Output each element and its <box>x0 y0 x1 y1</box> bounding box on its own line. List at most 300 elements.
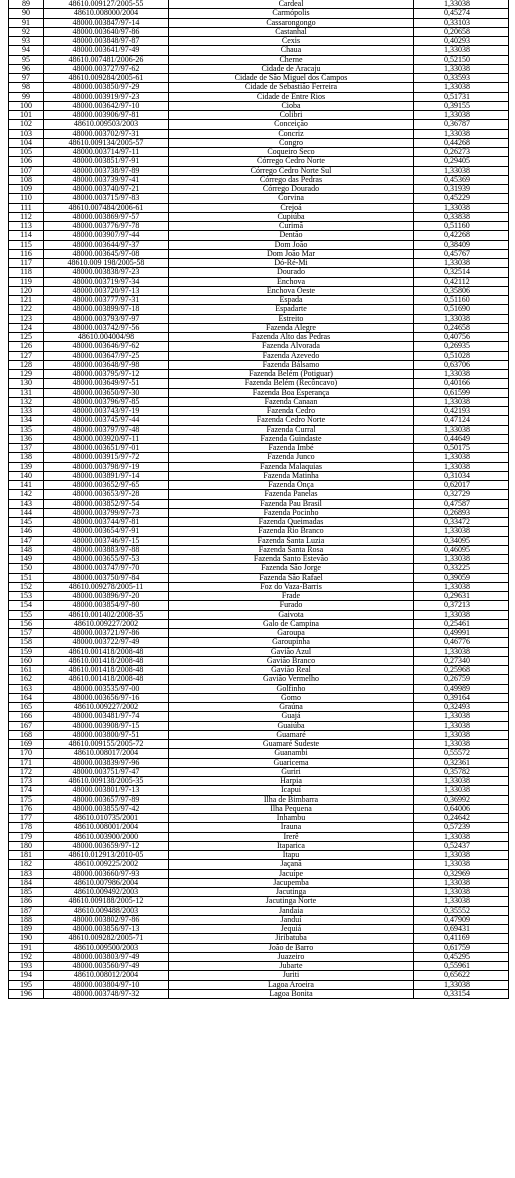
process-number-cell: 48000.003746/97-15 <box>44 537 169 545</box>
field-name-cell: Jiribatuba <box>169 934 414 942</box>
field-name-cell: Dom João <box>169 241 414 249</box>
value-cell: 0,29631 <box>444 592 470 600</box>
row-number-cell: 183 <box>9 870 44 878</box>
process-number-cell: 48000.003720/97-13 <box>44 287 169 295</box>
row-number-cell: 144 <box>9 509 44 517</box>
table-row <box>9 731 508 740</box>
process-number-cell: 48000.003838/97-23 <box>44 268 169 276</box>
table-row <box>9 657 508 666</box>
table-row <box>9 925 508 934</box>
row-number-cell: 158 <box>9 638 44 646</box>
field-name-cell: Fazenda Azevedo <box>169 352 414 360</box>
row-number-cell: 107 <box>9 167 44 175</box>
table-row <box>9 148 508 157</box>
field-name-cell: Fazenda Rio Branco <box>169 527 414 535</box>
process-number-cell: 48610.009284/2005-61 <box>44 74 169 82</box>
table-row <box>9 379 508 388</box>
table-row <box>9 241 508 250</box>
table-row <box>9 333 508 342</box>
row-number-cell: 186 <box>9 897 44 905</box>
process-number-cell: 48000.003747/97-70 <box>44 564 169 572</box>
value-cell: 0,29405 <box>444 157 470 166</box>
value-cell: 0,33472 <box>444 518 470 526</box>
process-number-cell: 48610.008012/2004 <box>44 971 169 979</box>
row-number-cell: 119 <box>9 278 44 286</box>
table-row <box>9 93 508 102</box>
value-cell: 0,42193 <box>444 407 470 415</box>
field-name-cell: Golfinho <box>169 685 414 693</box>
value-cell: 1,33038 <box>444 425 470 434</box>
process-number-cell: 48000.003744/97-81 <box>44 518 169 526</box>
value-cell: 1,33038 <box>444 64 470 73</box>
table-row <box>9 629 508 638</box>
row-number-cell: 122 <box>9 305 44 313</box>
value-cell: 0,25461 <box>444 619 470 628</box>
row-number-cell: 167 <box>9 722 44 730</box>
row-number-cell: 193 <box>9 962 44 970</box>
value-cell: 1,33038 <box>444 777 470 785</box>
row-number-cell: 129 <box>9 370 44 378</box>
row-number-cell: 102 <box>9 120 44 128</box>
row-number-cell: 179 <box>9 833 44 841</box>
value-cell: 0,62017 <box>444 481 470 489</box>
table-row <box>9 490 508 499</box>
value-cell: 0,32969 <box>444 869 470 878</box>
value-cell: 0,31034 <box>444 471 470 480</box>
row-number-cell: 116 <box>9 250 44 258</box>
row-number-cell: 157 <box>9 629 44 637</box>
field-name-cell: Fazenda Santa Rosa <box>169 546 414 554</box>
process-number-cell: 48000.003739/97-41 <box>44 176 169 184</box>
table-row <box>9 981 508 990</box>
value-cell: 1,33038 <box>444 740 470 748</box>
process-number-cell: 48000.003751/97-47 <box>44 768 169 776</box>
row-number-cell: 166 <box>9 712 44 720</box>
table-row <box>9 213 508 222</box>
table-row <box>9 842 508 851</box>
table-row <box>9 546 508 555</box>
field-name-cell: Fazenda Queimadas <box>169 518 414 526</box>
process-number-cell: 48000.003804/97-10 <box>44 981 169 989</box>
table-row <box>9 9 508 18</box>
row-number-cell: 184 <box>9 879 44 887</box>
row-number-cell: 175 <box>9 796 44 804</box>
process-number-cell: 48000.003750/97-84 <box>44 574 169 582</box>
field-name-cell: Chaua <box>169 46 414 54</box>
process-number-cell: 48610.009155/2005-72 <box>44 740 169 748</box>
process-number-cell: 48000.003649/97-51 <box>44 379 169 387</box>
process-number-cell: 48610.007481/2006-26 <box>44 56 169 64</box>
field-name-cell: Colibri <box>169 111 414 119</box>
value-cell: 0,46776 <box>444 638 470 647</box>
row-number-cell: 133 <box>9 407 44 415</box>
field-name-cell: Fazenda Imbé <box>169 444 414 452</box>
process-number-cell: 48000.003855/97-42 <box>44 805 169 813</box>
table-row <box>9 879 508 888</box>
table-row <box>9 768 508 777</box>
field-name-cell: Gavião Real <box>169 666 414 674</box>
row-number-cell: 131 <box>9 389 44 397</box>
field-name-cell: Dó-Ré-Mi <box>169 259 414 267</box>
table-row <box>9 268 508 277</box>
field-name-cell: Fazenda Belém (Recôncavo) <box>169 379 414 387</box>
table-row <box>9 564 508 573</box>
value-cell: 0,32514 <box>444 268 470 277</box>
value-cell: 0,24658 <box>444 323 470 332</box>
field-name-cell: Cidade de São Miguel dos Campos <box>169 74 414 82</box>
value-cell: 1,33038 <box>444 453 470 462</box>
value-cell: 0,50175 <box>444 444 470 452</box>
field-name-cell: Janduí <box>169 916 414 924</box>
field-name-cell: Guajá <box>169 712 414 720</box>
process-number-cell: 48610.009500/2003 <box>44 944 169 952</box>
field-name-cell: Guaiúba <box>169 722 414 730</box>
value-cell: 0,69431 <box>444 925 470 933</box>
table-row <box>9 120 508 129</box>
table-row <box>9 74 508 83</box>
row-number-cell: 138 <box>9 453 44 461</box>
table-row <box>9 139 508 148</box>
row-number-cell: 101 <box>9 111 44 119</box>
field-name-cell: Congro <box>169 139 414 147</box>
field-name-cell: Dom João Mar <box>169 250 414 258</box>
field-name-cell: Cherne <box>169 56 414 64</box>
row-number-cell: 177 <box>9 814 44 822</box>
field-name-cell: Galo de Campina <box>169 620 414 628</box>
value-cell: 1,33038 <box>444 203 470 212</box>
table-row <box>9 453 508 462</box>
field-name-cell: Cassarongongo <box>169 19 414 27</box>
row-number-cell: 174 <box>9 786 44 794</box>
row-number-cell: 153 <box>9 592 44 600</box>
process-number-cell: 48000.003656/97-16 <box>44 694 169 702</box>
field-name-cell: Crejoá <box>169 204 414 212</box>
table-row <box>9 305 508 314</box>
process-number-cell: 48000.003647/97-25 <box>44 352 169 360</box>
process-number-cell: 48000.003852/97-54 <box>44 500 169 508</box>
field-name-cell: Enchova <box>169 278 414 286</box>
process-number-cell: 48000.003660/97-93 <box>44 870 169 878</box>
value-cell: 0,40293 <box>444 37 470 45</box>
value-cell: 0,55572 <box>444 749 470 758</box>
field-name-cell: Fazenda Alto das Pedras <box>169 333 414 341</box>
table-row <box>9 574 508 583</box>
field-name-cell: Fazenda Alvorada <box>169 342 414 350</box>
value-cell: 1,33038 <box>444 370 470 378</box>
table-row <box>9 0 508 9</box>
field-name-cell: Espada <box>169 296 414 304</box>
field-name-cell: Fazenda Onça <box>169 481 414 489</box>
field-name-cell: Fazenda Pocinho <box>169 509 414 517</box>
process-number-cell: 48000.003646/97-62 <box>44 342 169 350</box>
row-number-cell: 108 <box>9 176 44 184</box>
table-row <box>9 56 508 65</box>
process-number-cell: 48000.003719/97-34 <box>44 278 169 286</box>
field-name-cell: Cidade de Aracaju <box>169 65 414 73</box>
table-row <box>9 814 508 823</box>
process-number-cell: 48610.001418/2008-48 <box>44 666 169 674</box>
row-number-cell: 92 <box>9 28 44 36</box>
process-number-cell: 48610.007986/2004 <box>44 879 169 887</box>
value-cell: 0,20658 <box>444 27 470 36</box>
field-name-cell: Guanambi <box>169 749 414 757</box>
table-row <box>9 703 508 712</box>
row-number-cell: 99 <box>9 93 44 101</box>
value-cell: 0,33154 <box>444 989 470 998</box>
value-cell: 0,65622 <box>444 971 470 980</box>
table-row <box>9 287 508 296</box>
process-number-cell: 48000.003793/97-97 <box>44 315 169 323</box>
field-name-cell: Fazenda São Jorge <box>169 564 414 572</box>
row-number-cell: 127 <box>9 352 44 360</box>
row-number-cell: 191 <box>9 944 44 952</box>
field-name-cell: Concriz <box>169 130 414 138</box>
table-row <box>9 250 508 259</box>
process-number-cell: 48000.003795/97-12 <box>44 370 169 378</box>
value-cell: 0,33593 <box>444 74 470 82</box>
field-name-cell: Garoupinha <box>169 638 414 646</box>
value-cell: 0,25968 <box>444 666 470 674</box>
value-cell: 0,33103 <box>444 18 470 27</box>
table-row <box>9 805 508 814</box>
process-number-cell: 48000.003648/97-98 <box>44 361 169 369</box>
value-cell: 1,33038 <box>444 786 470 795</box>
value-cell: 0,51160 <box>444 296 470 304</box>
field-name-cell: Fazenda Guindaste <box>169 435 414 443</box>
process-number-cell: 48610.009127/2005-55 <box>44 0 169 8</box>
table-row <box>9 204 508 213</box>
row-number-cell: 190 <box>9 934 44 942</box>
field-name-cell: Jaçanã <box>169 860 414 868</box>
value-cell: 0,51690 <box>444 305 470 314</box>
field-name-cell: Ilha Pequena <box>169 805 414 813</box>
field-name-cell: Fazenda Matinha <box>169 472 414 480</box>
process-number-cell: 48610.012913/2010-05 <box>44 851 169 859</box>
table-row <box>9 315 508 324</box>
process-number-cell: 48610.008001/2004 <box>44 823 169 831</box>
process-number-cell: 48000.003803/97-49 <box>44 953 169 961</box>
value-cell: 0,49991 <box>444 629 470 637</box>
value-cell: 0,40166 <box>444 379 470 388</box>
row-number-cell: 192 <box>9 953 44 961</box>
value-cell: 0,35552 <box>444 906 470 915</box>
row-number-cell: 160 <box>9 657 44 665</box>
table-row <box>9 897 508 906</box>
process-number-cell: 48000.003702/97-31 <box>44 130 169 138</box>
process-number-cell: 48000.003869/97-57 <box>44 213 169 221</box>
process-number-cell: 48000.003645/97-08 <box>44 250 169 258</box>
process-number-cell: 48000.003919/97-23 <box>44 93 169 101</box>
field-name-cell: Córrego Cedro Norte <box>169 157 414 165</box>
value-cell: 0,36787 <box>444 120 470 129</box>
value-cell: 0,41169 <box>444 934 470 943</box>
field-name-cell: Dentão <box>169 231 414 239</box>
row-number-cell: 111 <box>9 204 44 212</box>
row-number-cell: 155 <box>9 611 44 619</box>
table-row <box>9 638 508 647</box>
value-cell: 0,44649 <box>444 434 470 443</box>
row-number-cell: 146 <box>9 527 44 535</box>
value-cell: 0,51028 <box>444 351 470 360</box>
process-number-cell: 48000.003642/97-10 <box>44 102 169 110</box>
table-row <box>9 833 508 842</box>
row-number-cell: 147 <box>9 537 44 545</box>
field-name-cell: Itapu <box>169 851 414 859</box>
field-name-cell: Carmópolis <box>169 9 414 17</box>
process-number-cell: 48000.003652/97-65 <box>44 481 169 489</box>
field-name-cell: Fazenda Canaan <box>169 398 414 406</box>
process-number-cell: 48610.001418/2008-48 <box>44 657 169 665</box>
value-cell: 0,52150 <box>444 55 470 64</box>
field-name-cell: Fazenda Belém (Potiguar) <box>169 370 414 378</box>
table-row <box>9 19 508 28</box>
table-row <box>9 916 508 925</box>
row-number-cell: 89 <box>9 0 44 8</box>
process-number-cell: 48000.003641/97-49 <box>44 46 169 54</box>
row-number-cell: 91 <box>9 19 44 27</box>
process-number-cell: 48000.003920/97-11 <box>44 435 169 443</box>
row-number-cell: 139 <box>9 463 44 471</box>
field-name-cell: Córrego das Pedras <box>169 176 414 184</box>
row-number-cell: 145 <box>9 518 44 526</box>
field-name-cell: Jacutinga Norte <box>169 897 414 905</box>
row-number-cell: 185 <box>9 888 44 896</box>
table-row <box>9 389 508 398</box>
table-row <box>9 324 508 333</box>
field-name-cell: Graúna <box>169 703 414 711</box>
field-name-cell: Fazenda Pau Brasil <box>169 500 414 508</box>
row-number-cell: 126 <box>9 342 44 350</box>
table-row <box>9 888 508 897</box>
table-row <box>9 231 508 240</box>
process-number-cell: 48000.003738/97-89 <box>44 167 169 175</box>
field-name-cell: João de Barro <box>169 944 414 952</box>
field-name-cell: Córrego Dourado <box>169 185 414 193</box>
process-number-cell: 48000.003657/97-89 <box>44 796 169 804</box>
process-number-cell: 48000.003907/97-44 <box>44 231 169 239</box>
table-row <box>9 463 508 472</box>
process-number-cell: 48000.003715/97-83 <box>44 194 169 202</box>
table-row <box>9 296 508 305</box>
value-cell: 0,45369 <box>444 175 470 184</box>
table-row <box>9 167 508 176</box>
value-cell: 0,31939 <box>444 185 470 193</box>
value-cell: 0,24642 <box>444 814 470 822</box>
process-number-cell: 48610.009492/2003 <box>44 888 169 896</box>
field-name-cell: Lagoa Aroeira <box>169 981 414 989</box>
row-number-cell: 125 <box>9 333 44 341</box>
field-name-cell: Gaivota <box>169 611 414 619</box>
table-row <box>9 472 508 481</box>
row-number-cell: 159 <box>9 648 44 656</box>
row-number-cell: 148 <box>9 546 44 554</box>
process-number-cell: 48610.009138/2005-35 <box>44 777 169 785</box>
row-number-cell: 95 <box>9 56 44 64</box>
value-cell: 0,39155 <box>444 101 470 110</box>
row-number-cell: 188 <box>9 916 44 924</box>
process-number-cell: 48000.003653/97-28 <box>44 490 169 498</box>
value-cell: 0,37213 <box>444 601 470 610</box>
process-number-cell: 48000.003851/97-91 <box>44 157 169 165</box>
table-row <box>9 870 508 879</box>
process-number-cell: 48000.003650/97-30 <box>44 389 169 397</box>
row-number-cell: 142 <box>9 490 44 498</box>
process-number-cell: 48610.010735/2001 <box>44 814 169 822</box>
table-row <box>9 83 508 92</box>
row-number-cell: 172 <box>9 768 44 776</box>
value-cell: 0,61599 <box>444 388 470 397</box>
value-cell: 1,33038 <box>444 83 470 92</box>
process-number-cell: 48610.009488/2003 <box>44 907 169 915</box>
row-number-cell: 171 <box>9 759 44 767</box>
table-row <box>9 620 508 629</box>
field-name-cell: Coqueiro Seco <box>169 148 414 156</box>
value-cell: 0,45229 <box>444 194 470 203</box>
field-name-cell: Gavião Vermelho <box>169 675 414 683</box>
row-number-cell: 143 <box>9 500 44 508</box>
table-row <box>9 176 508 185</box>
row-number-cell: 112 <box>9 213 44 221</box>
value-cell: 0,47124 <box>444 416 470 425</box>
field-name-cell: Fazenda Panelas <box>169 490 414 498</box>
row-number-cell: 165 <box>9 703 44 711</box>
value-cell: 1,33038 <box>444 462 470 471</box>
value-cell: 1,33038 <box>444 0 470 8</box>
row-number-cell: 135 <box>9 426 44 434</box>
process-number-cell: 48000.003915/97-72 <box>44 453 169 461</box>
data-table <box>8 0 509 999</box>
table-row <box>9 65 508 74</box>
field-name-cell: Gomo <box>169 694 414 702</box>
field-name-cell: Juriti <box>169 971 414 979</box>
field-name-cell: Icapuí <box>169 786 414 794</box>
process-number-cell: 48000.003481/97-74 <box>44 712 169 720</box>
value-cell: 0,49989 <box>444 684 470 693</box>
row-number-cell: 178 <box>9 823 44 831</box>
row-number-cell: 118 <box>9 268 44 276</box>
table-row <box>9 962 508 971</box>
process-number-cell: 48610.009188/2005-12 <box>44 897 169 905</box>
row-number-cell: 176 <box>9 805 44 813</box>
process-number-cell: 48610.009227/2002 <box>44 703 169 711</box>
row-number-cell: 100 <box>9 102 44 110</box>
table-row <box>9 934 508 943</box>
process-number-cell: 48000.003847/97-14 <box>44 19 169 27</box>
field-name-cell: Cidade de Entre Rios <box>169 93 414 101</box>
value-cell: 0,35806 <box>444 286 470 295</box>
value-cell: 0,26893 <box>444 508 470 517</box>
value-cell: 0,27340 <box>444 656 470 665</box>
row-number-cell: 168 <box>9 731 44 739</box>
row-number-cell: 156 <box>9 620 44 628</box>
value-cell: 0,55961 <box>444 962 470 970</box>
value-cell: 0,47909 <box>444 915 470 924</box>
field-name-cell: Irauna <box>169 823 414 831</box>
table-row <box>9 851 508 860</box>
table-row <box>9 823 508 832</box>
value-cell: 0,52437 <box>444 841 470 850</box>
process-number-cell: 48000.003891/97-14 <box>44 472 169 480</box>
row-number-cell: 114 <box>9 231 44 239</box>
field-name-cell: Dourado <box>169 268 414 276</box>
field-name-cell: Cardeal <box>169 0 414 8</box>
table-row <box>9 527 508 536</box>
field-name-cell: Foz do Vaza-Barris <box>169 583 414 591</box>
table-row <box>9 786 508 795</box>
field-name-cell: Jacuípe <box>169 870 414 878</box>
table-row <box>9 648 508 657</box>
row-number-cell: 128 <box>9 361 44 369</box>
